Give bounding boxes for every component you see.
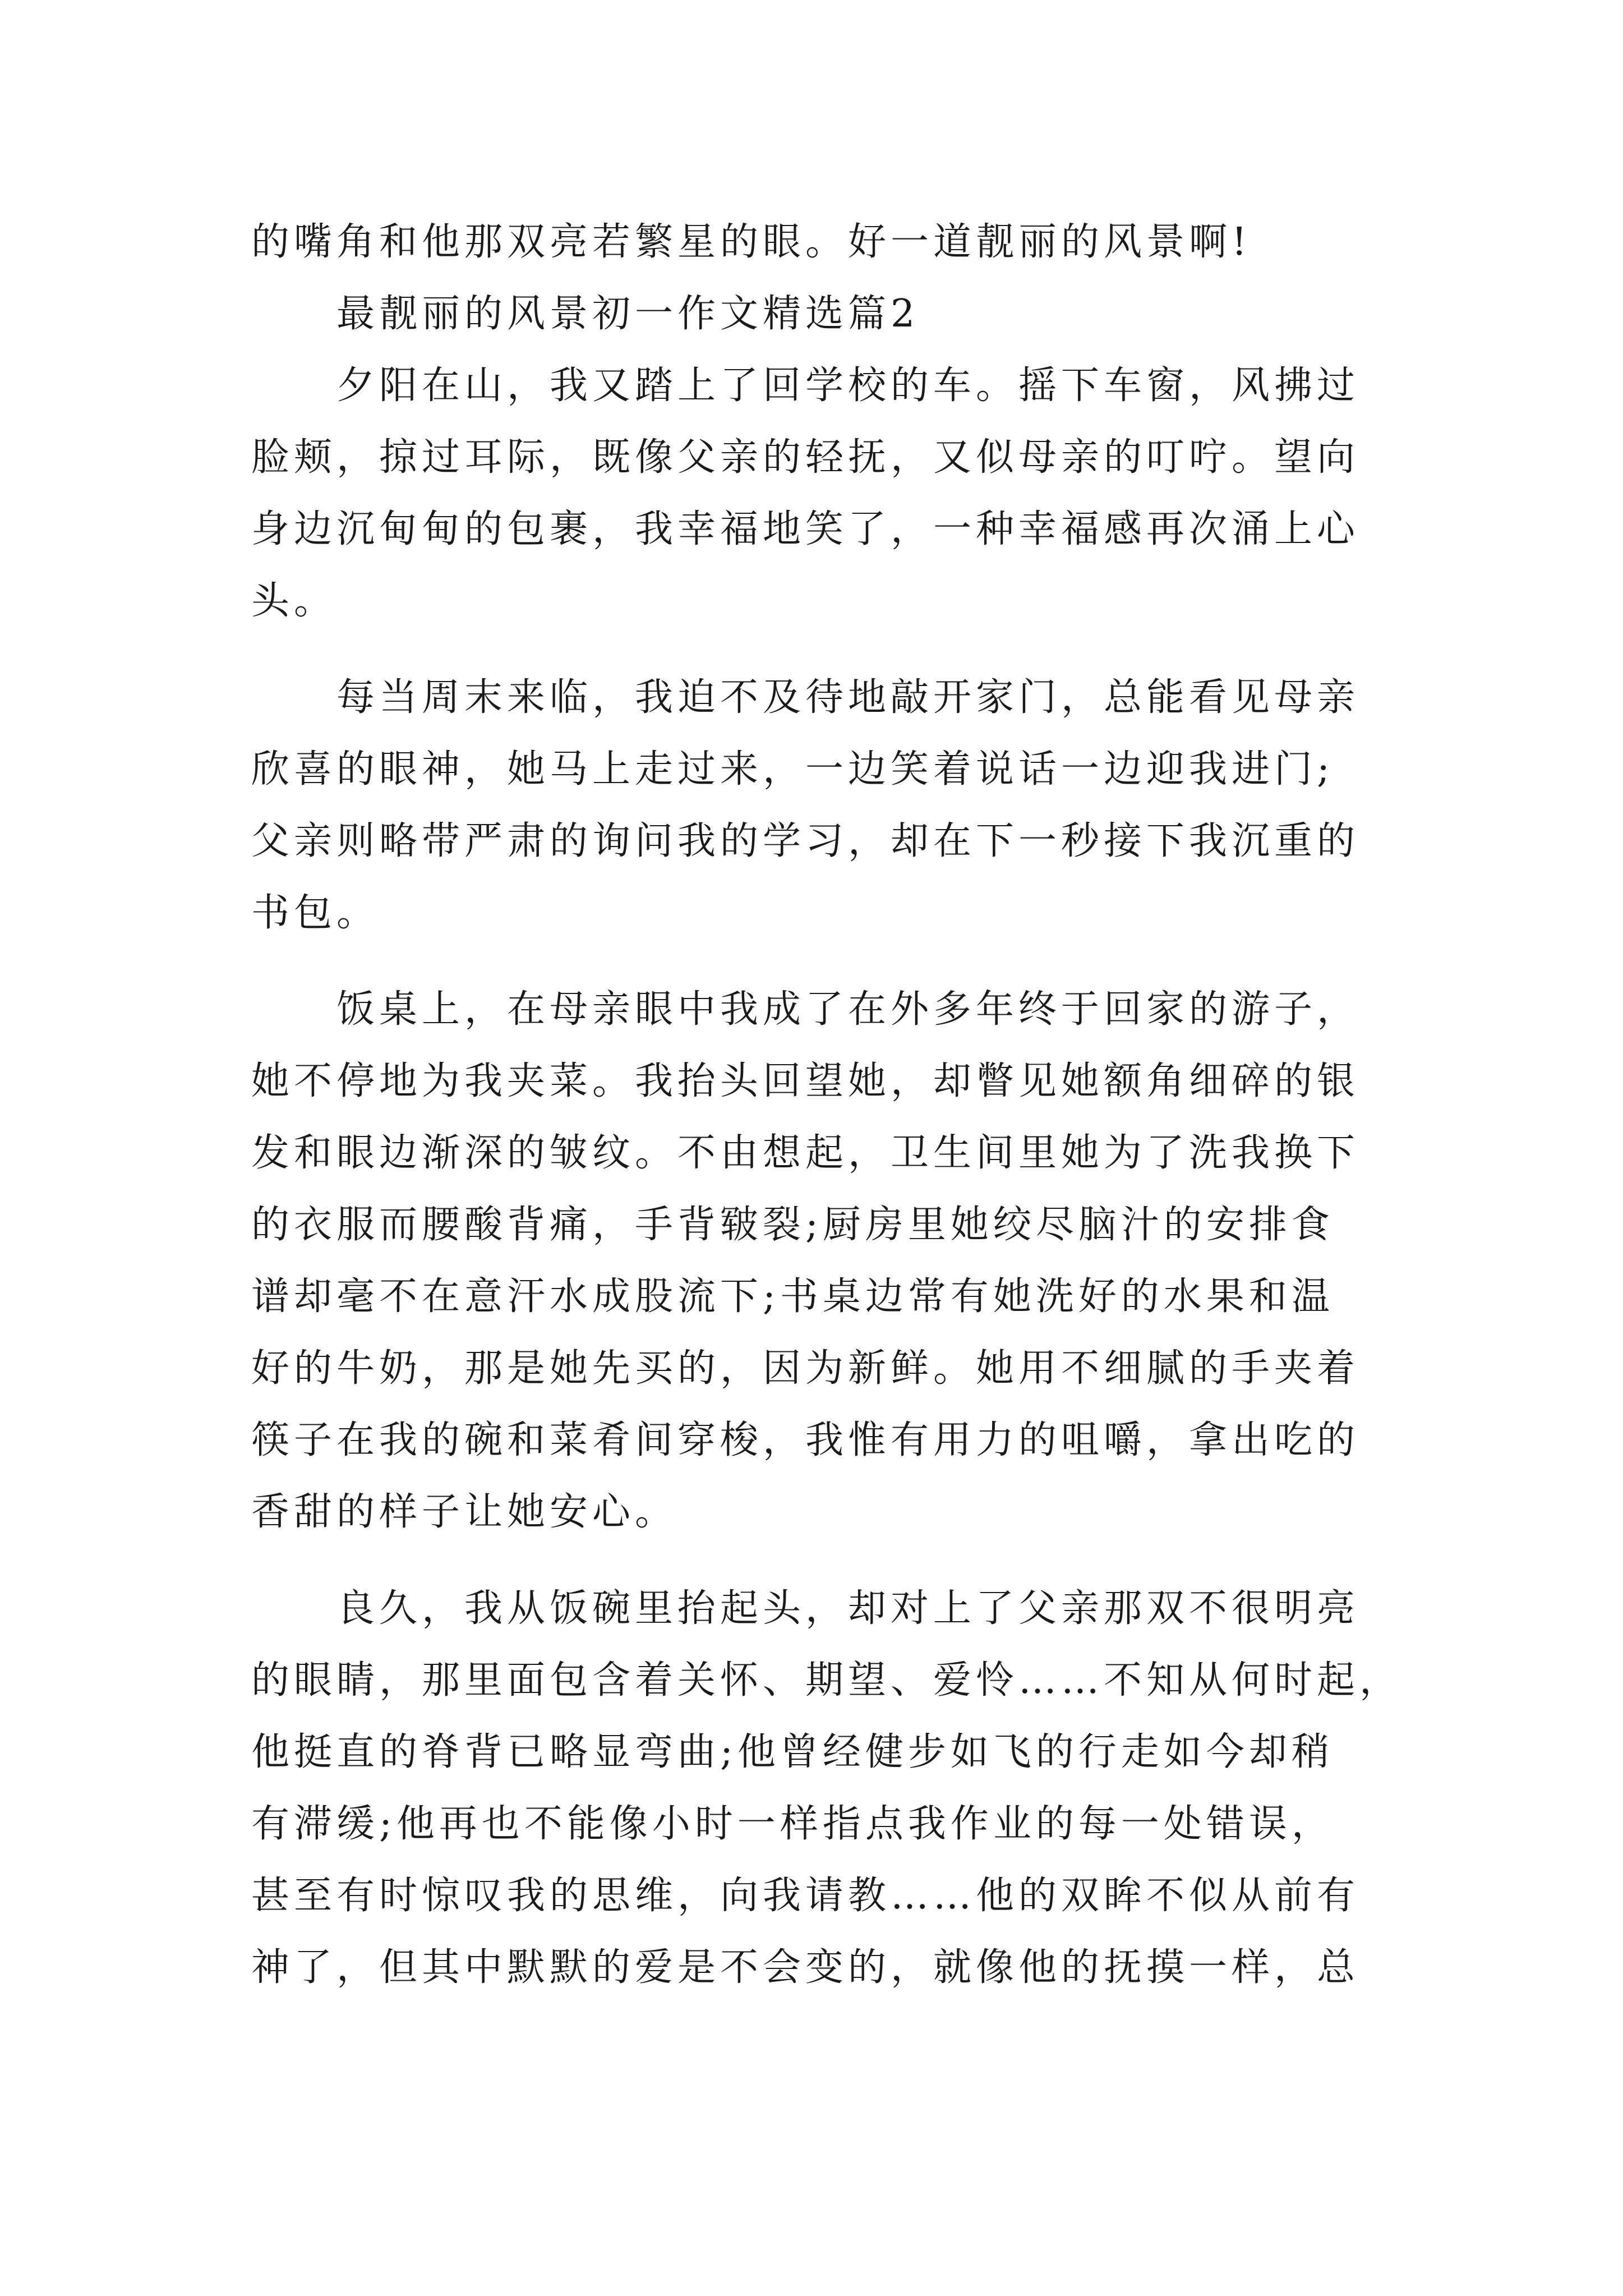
paragraph-continuation: [251, 206, 1395, 278]
text-line: 筷子在我的碗和菜肴间穿梭，我惟有用力的咀嚼，拿出吃的: [251, 1418, 1360, 1462]
heading-line: 最靓丽的风景初一作文精选篇2: [336, 292, 920, 336]
text-line: 她不停地为我夹菜。我抬头回望她，却瞥见她额角细碎的银: [251, 1059, 1360, 1103]
paragraph: [251, 662, 1395, 949]
document-body: [251, 206, 1403, 2004]
text-line: 欣喜的眼神，她马上走过来，一边笑着说话一边迎我进门;: [251, 747, 1334, 792]
text-line: 的衣服而腰酸背痛，手背皲裂;厨房里她绞尽脑汁的安排食: [251, 1203, 1334, 1247]
text-line: 香甜的样子让她安心。: [251, 1490, 678, 1534]
text-line: 谱却毫不在意汗水成股流下;书桌边常有她洗好的水果和温: [251, 1274, 1334, 1319]
text-line: 良久，我从饭碗里抬起头，却对上了父亲那双不很明亮: [336, 1586, 1360, 1631]
text-line: 夕阳在山，我又踏上了回学校的车。摇下车窗，风拂过: [336, 364, 1360, 408]
text-line: 父亲则略带严肃的询问我的学习，却在下一秒接下我沉重的: [251, 819, 1360, 863]
text-line: 头。: [251, 579, 337, 623]
text-line: 饭桌上，在母亲眼中我成了在外多年终于回家的游子，: [336, 987, 1360, 1032]
text-line: 每当周末来临，我迫不及待地敲开家门，总能看见母亲: [336, 675, 1360, 720]
text-line: 的眼睛，那里面包含着关怀、期望、爱怜……不知从何时起，: [251, 1658, 1403, 1703]
text-line: 书包。: [251, 891, 380, 935]
paragraph: [251, 350, 1395, 637]
text-line: 神了，但其中默默的爱是不会变的，就像他的抚摸一样，总: [251, 1945, 1360, 1990]
paragraph: [251, 1573, 1403, 2004]
text-line: 身边沉甸甸的包裹，我幸福地笑了，一种幸福感再次涌上心: [251, 507, 1360, 551]
paragraph: [251, 974, 1395, 1548]
text-line: 脸颊，掠过耳际，既像父亲的轻抚，又似母亲的叮咛。望向: [251, 435, 1360, 480]
text-line: 甚至有时惊叹我的思维，向我请教……他的双眸不似从前有: [251, 1874, 1360, 1918]
text-line: 有滞缓;他再也不能像小时一样指点我作业的每一处错误，: [251, 1802, 1334, 1846]
text-line: 他挺直的脊背已略显弯曲;他曾经健步如飞的行走如今却稍: [251, 1730, 1334, 1774]
text-line: 好的牛奶，那是她先买的，因为新鲜。她用不细腻的手夹着: [251, 1346, 1360, 1391]
text-line: 的嘴角和他那双亮若繁星的眼。好一道靓丽的风景啊!: [251, 220, 1252, 264]
section-heading: [251, 278, 1395, 350]
text-line: 发和眼边渐深的皱纹。不由想起，卫生间里她为了洗我换下: [251, 1131, 1360, 1175]
